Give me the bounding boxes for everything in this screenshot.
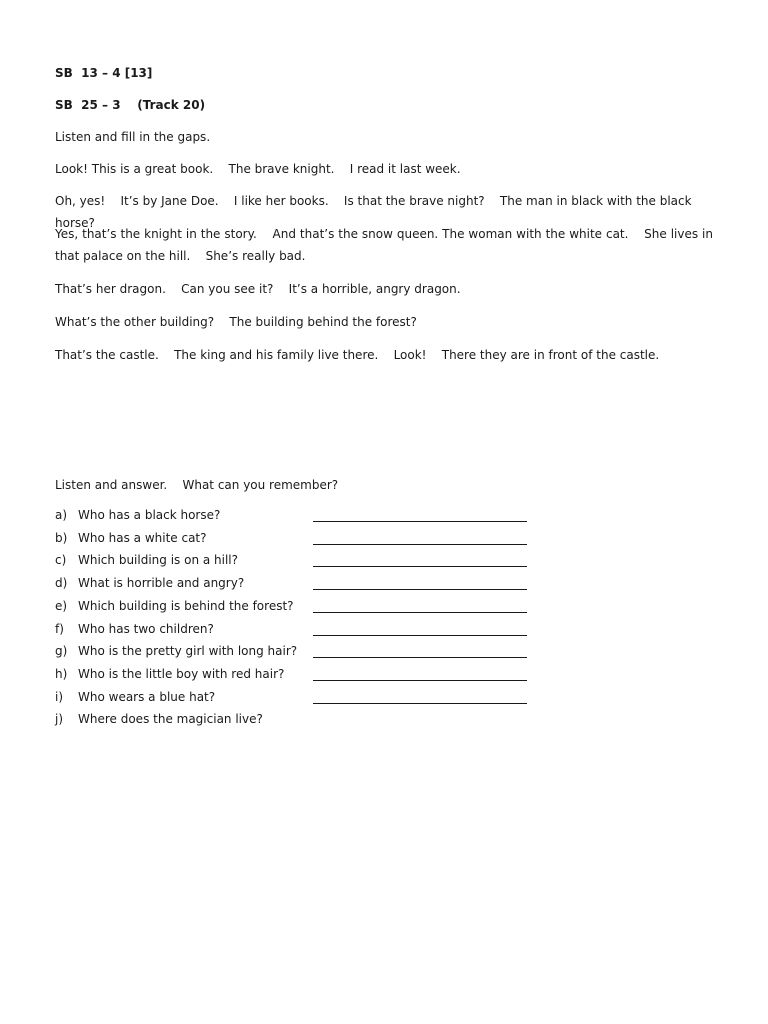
- paragraph-6: That’s the castle. The king and his family live there. Look! There they are in front of the castle.: [55, 348, 660, 362]
- answer-blank-line[interactable]: [313, 703, 527, 704]
- paragraph-4: That’s her dragon. Can you see it? It’s a horrible, angry dragon.: [55, 282, 461, 296]
- question-text: Who is the pretty girl with long hair?: [78, 644, 298, 659]
- question-letter: h): [55, 666, 68, 681]
- answer-blank-line[interactable]: [313, 657, 527, 658]
- question-letter: a): [55, 508, 68, 522]
- question-row: [55, 667, 535, 689]
- question-row: [55, 553, 535, 575]
- question-text: Which building is on a hill?: [78, 553, 239, 568]
- instruction-listen-answer: Listen and answer. What can you remember?: [55, 478, 339, 492]
- paragraph-3: Yes, that’s the knight in the story. And that’s the snow queen. The woman with the white cat. She lives in that palace on the hill. She’s really bad.: [55, 227, 717, 263]
- answer-blank-line[interactable]: [313, 544, 527, 545]
- question-row: [55, 690, 535, 712]
- question-letter: f): [55, 621, 64, 636]
- question-letter: i): [55, 689, 64, 704]
- question-letter: c): [55, 553, 67, 568]
- question-row: [55, 576, 535, 598]
- answer-blank-line[interactable]: [313, 612, 527, 613]
- heading-sb-13: SB 13 – 4 [13]: [55, 66, 153, 80]
- question-text: What is horrible and angry?: [78, 576, 245, 591]
- question-text: Which building is behind the forest?: [78, 598, 294, 613]
- answer-blank-line[interactable]: [313, 635, 527, 636]
- instruction-fill-gaps: Listen and fill in the gaps.: [55, 130, 211, 144]
- question-letter: j): [55, 712, 64, 727]
- question-text: Who is the little boy with red hair?: [78, 666, 285, 681]
- question-letter: g): [55, 644, 68, 659]
- question-letter: b): [55, 530, 68, 545]
- answer-blank-line[interactable]: [313, 521, 527, 522]
- question-row: [55, 599, 535, 621]
- question-row: [55, 712, 535, 734]
- paragraph-1: Look! This is a great book. The brave knight. I read it last week.: [55, 162, 461, 176]
- paragraph-2: Oh, yes! It’s by Jane Doe. I like her books. Is that the brave night? The man in black with the black horse?: [55, 194, 696, 230]
- question-letter: e): [55, 598, 68, 613]
- question-row: [55, 644, 535, 666]
- heading-sb-25-track: SB 25 – 3 (Track 20): [55, 98, 206, 112]
- paragraph-5: What’s the other building? The building behind the forest?: [55, 315, 417, 329]
- question-text: Who has two children?: [78, 621, 214, 636]
- question-row: [55, 508, 535, 530]
- question-letter: d): [55, 576, 68, 591]
- question-text: Who wears a blue hat?: [78, 689, 216, 704]
- question-text: Who has a white cat?: [78, 530, 207, 545]
- answer-blank-line[interactable]: [313, 680, 527, 681]
- answer-blank-line[interactable]: [313, 566, 527, 567]
- question-row: [55, 531, 535, 553]
- answer-blank-line[interactable]: [313, 589, 527, 590]
- question-text: Where does the magician live?: [78, 712, 263, 727]
- question-row: [55, 622, 535, 644]
- question-text: Who has a black horse?: [78, 508, 221, 522]
